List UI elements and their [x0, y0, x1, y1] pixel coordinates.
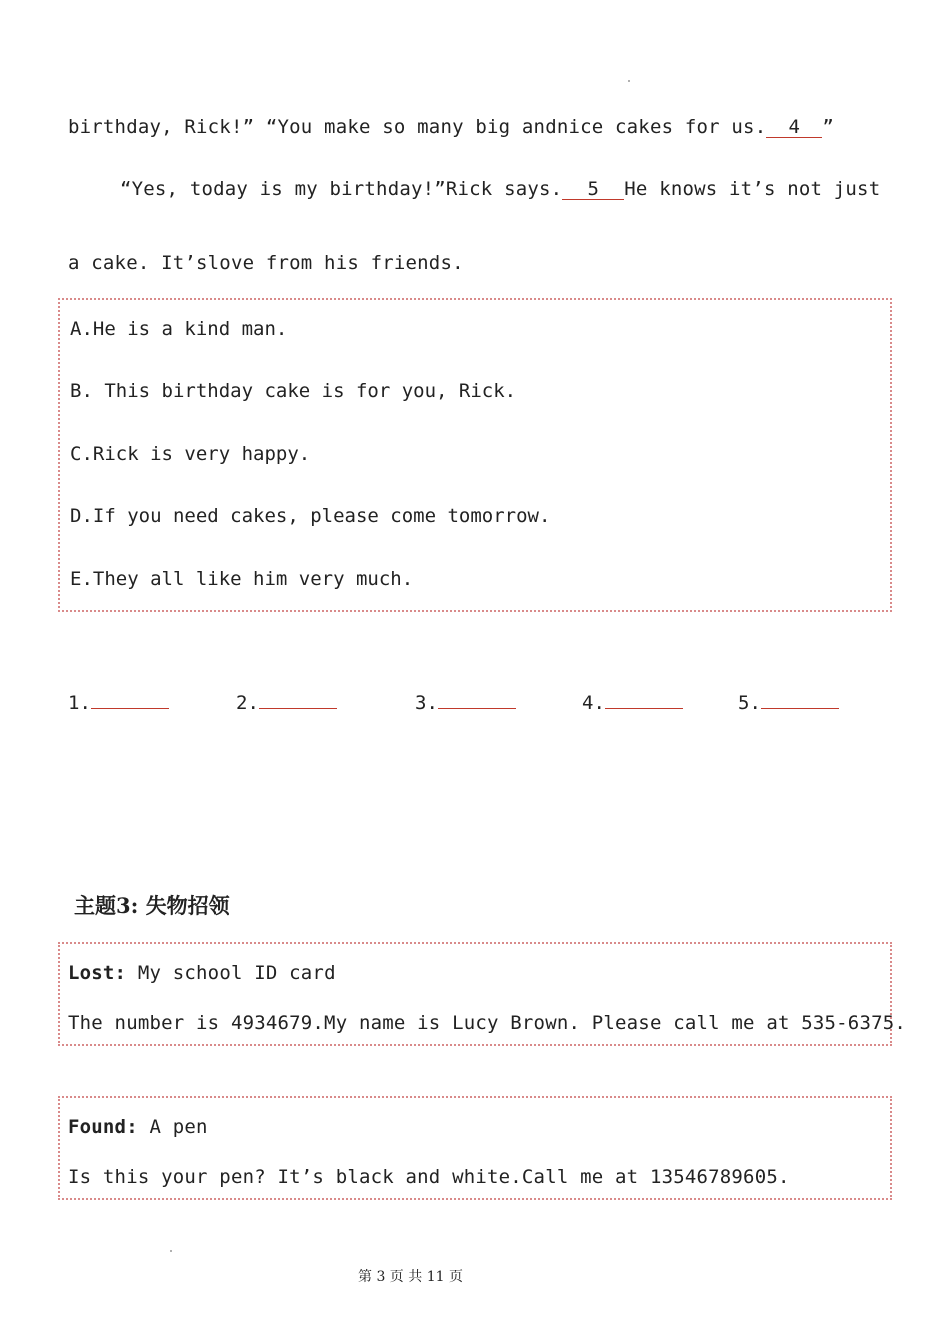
answer-1[interactable]: [68, 690, 169, 714]
stray-dot: [628, 80, 630, 82]
answer-1-label: 1.: [68, 692, 91, 714]
passage-line-1-text: birthday, Rick!” “You make so many big andnice cakes for us.: [68, 116, 767, 138]
passage-line-2-end: He knows it’s not just: [624, 178, 881, 200]
found-title: [68, 1116, 208, 1138]
blank-5: 5: [562, 179, 624, 200]
options-box: [58, 298, 892, 612]
passage-line-1-end: ”: [822, 116, 834, 138]
found-label: Found:: [68, 1116, 138, 1138]
answer-3-blank[interactable]: [438, 690, 516, 709]
passage-line-1: [68, 116, 834, 138]
option-b: B. This birthday cake is for you, Rick.: [70, 380, 517, 402]
page-footer: 第 3 页 共 11 页: [358, 1269, 463, 1285]
blank-4: 4: [766, 117, 822, 138]
found-item: A pen: [149, 1116, 208, 1138]
answer-4-blank[interactable]: [605, 690, 683, 709]
answer-2-label: 2.: [236, 692, 259, 714]
lost-text: The number is 4934679.My name is Lucy Brown. Please call me at 535-6375.: [68, 1012, 907, 1034]
answer-5-label: 5.: [738, 692, 761, 714]
lost-label: Lost:: [68, 962, 127, 984]
found-text: Is this your pen? It’s black and white.Call me at 13546789605.: [68, 1166, 790, 1188]
answer-5[interactable]: [738, 690, 839, 714]
option-a: A.He is a kind man.: [70, 318, 288, 340]
passage-line-3: a cake. It’slove from his friends.: [68, 252, 464, 274]
answer-5-blank[interactable]: [761, 690, 839, 709]
answer-4[interactable]: [582, 690, 683, 714]
option-c: C.Rick is very happy.: [70, 443, 311, 465]
passage-line-2-text: “Yes, today is my birthday!”Rick says.: [120, 178, 563, 200]
answer-1-blank[interactable]: [91, 690, 169, 709]
lost-box: [58, 942, 907, 1046]
answer-4-label: 4.: [582, 692, 605, 714]
lost-title: [68, 962, 336, 984]
passage-line-2: [120, 178, 880, 200]
lost-item: My school ID card: [137, 962, 336, 984]
answer-2[interactable]: [236, 690, 337, 714]
answer-2-blank[interactable]: [259, 690, 337, 709]
topic-heading: 主题3: 失物招领: [74, 893, 230, 918]
answer-3-label: 3.: [415, 692, 438, 714]
answer-3[interactable]: [415, 690, 516, 714]
stray-dot: [170, 1250, 172, 1252]
found-box: [58, 1096, 892, 1200]
option-d: D.If you need cakes, please come tomorrow.: [70, 505, 551, 527]
option-e: E.They all like him very much.: [70, 568, 414, 590]
